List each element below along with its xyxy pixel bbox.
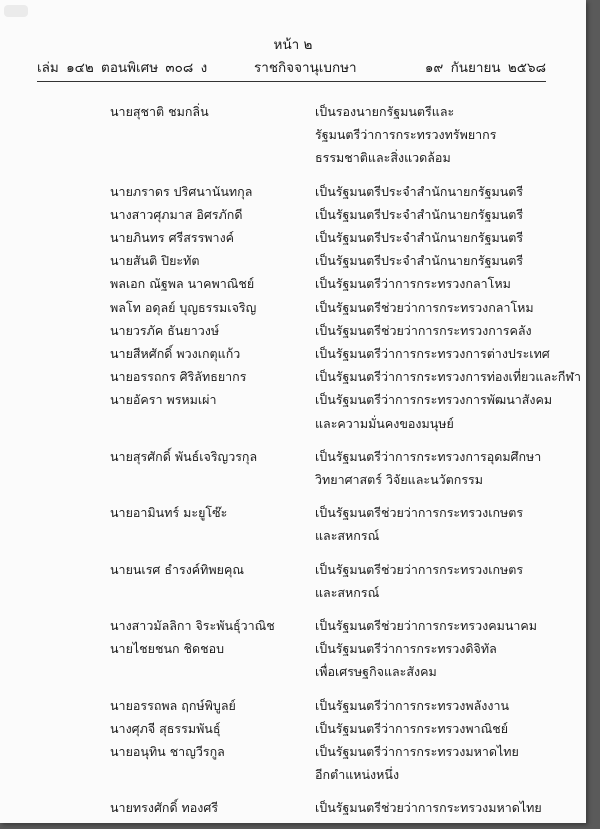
position-text <box>315 296 586 319</box>
list-item <box>0 226 586 249</box>
minister-name: นางสาวศุภมาส อิศรภักดี <box>110 206 243 222</box>
minister-name: นายอรรถพล ฤกษ์พิบูลย์ <box>110 697 236 713</box>
list-item <box>0 694 586 717</box>
position-text <box>315 342 586 365</box>
position-text <box>315 501 586 547</box>
page-number: หน้า ๒ <box>273 37 313 53</box>
position-line: เป็นรัฐมนตรีช่วยว่าการกระทรวงคมนาคม <box>315 618 537 634</box>
minister-name: พลเอก ณัฐพล นาคพาณิชย์ <box>110 276 255 292</box>
list-item <box>0 637 586 683</box>
position-text <box>315 558 586 604</box>
minister-name: นายสันติ ปิยะทัต <box>110 253 200 269</box>
position-text <box>315 203 586 226</box>
position-line: วิทยาศาสตร์ วิจัยและนวัตกรรม <box>315 472 484 488</box>
position-line: เป็นรองนายกรัฐมนตรีและ <box>315 104 455 119</box>
position-line: เป็นรัฐมนตรีว่าการกระทรวงกลาโหม <box>315 276 511 292</box>
position-line: เป็นรัฐมนตรีช่วยว่าการกระทรวงเกษตร <box>315 561 524 577</box>
volume-info: เล่ม ๑๔๒ ตอนพิเศษ ๓๐๘ ง <box>37 60 208 76</box>
position-line: เป็นรัฐมนตรีว่าการกระทรวงพลังงาน <box>315 697 510 713</box>
position-line: ธรรมชาติและสิ่งแวดล้อม <box>315 150 451 166</box>
header-rule <box>37 81 546 82</box>
position-line: และความมั่นคงของมนุษย์ <box>315 415 454 431</box>
position-text <box>315 717 586 740</box>
position-text <box>315 637 586 683</box>
minister-name: นายอรรถกร ศิริลัทธยากร <box>110 369 247 385</box>
position-text <box>315 249 586 272</box>
minister-name: นายสีหศักดิ์ พวงเกตุแก้ว <box>110 346 241 362</box>
list-item <box>0 558 586 604</box>
position-line: เป็นรัฐมนตรีช่วยว่าการกระทรวงกลาโหม <box>315 299 534 315</box>
list-item <box>0 445 586 491</box>
position-line: เป็นรัฐมนตรีช่วยว่าการกระทรวงการคลัง <box>315 322 532 338</box>
list-item <box>0 100 586 170</box>
list-item <box>0 365 586 388</box>
position-line: เพื่อเศรษฐกิจและสังคม <box>315 664 437 680</box>
position-line: และสหกรณ์ <box>315 528 380 544</box>
minister-name: นายภราดร ปริศนานันทกุล <box>110 183 253 199</box>
position-line: เป็นรัฐมนตรีว่าการกระทรวงพาณิชย์ <box>315 720 509 736</box>
list-item <box>0 296 586 319</box>
minister-name: นายภินทร ศรีสรรพางค์ <box>110 230 235 246</box>
list-item <box>0 272 586 295</box>
minister-name: นายอามินทร์ มะยูโซ๊ะ <box>110 505 228 521</box>
position-text <box>315 388 586 434</box>
minister-name: พลโท อดุลย์ บุญธรรมเจริญ <box>110 299 257 315</box>
list-item <box>0 249 586 272</box>
position-line: เป็นรัฐมนตรีประจำสำนักนายกรัฐมนตรี <box>315 230 524 246</box>
list-item <box>0 740 586 786</box>
position-text <box>315 180 586 203</box>
position-line: เป็นรัฐมนตรีว่าการกระทรวงการอุดมศึกษา <box>315 448 542 464</box>
list-item <box>0 717 586 740</box>
position-text <box>315 445 586 491</box>
list-item <box>0 501 586 547</box>
minister-name: นายนเรศ ธำรงค์ทิพยคุณ <box>110 561 244 577</box>
position-line: เป็นรัฐมนตรีว่าการกระทรวงการต่างประเทศ <box>315 346 550 362</box>
list-item <box>0 180 586 203</box>
position-text <box>315 694 586 717</box>
position-line: เป็นรัฐมนตรีว่าการกระทรวงการพัฒนาสังคม <box>315 392 553 408</box>
position-line: รัฐมนตรีว่าการกระทรวงทรัพยากร <box>315 127 497 143</box>
position-line: เป็นรัฐมนตรีช่วยว่าการกระทรวงเกษตร <box>315 505 524 521</box>
publication-date: ๑๙ กันยายน ๒๕๖๘ <box>424 60 546 76</box>
position-text <box>315 100 586 170</box>
list-item <box>0 614 586 637</box>
position-text <box>315 226 586 249</box>
position-line: เป็นรัฐมนตรีช่วยว่าการกระทรวงมหาดไทย <box>315 800 542 816</box>
list-item <box>0 203 586 226</box>
position-text <box>315 796 586 819</box>
minister-name: นายสุรศักดิ์ พันธ์เจริญวรกุล <box>110 448 258 464</box>
position-text <box>315 272 586 295</box>
corner-mark <box>4 5 28 17</box>
minister-name: นายอัครา พรหมเผ่า <box>110 392 217 408</box>
position-text <box>315 740 586 786</box>
minister-name: นายอนุทิน ชาญวีรกูล <box>110 744 225 760</box>
position-text <box>315 614 586 637</box>
position-line: เป็นรัฐมนตรีประจำสำนักนายกรัฐมนตรี <box>315 183 524 199</box>
position-text <box>315 365 586 388</box>
position-line: เป็นรัฐมนตรีว่าการกระทรวงมหาดไทย <box>315 744 519 760</box>
position-line: เป็นรัฐมนตรีว่าการกระทรวงการท่องเที่ยวและกีฬา <box>315 369 581 385</box>
minister-name: นายทรงศักดิ์ ทองศรี <box>110 800 219 816</box>
list-item <box>0 342 586 365</box>
position-text <box>315 319 586 342</box>
position-line: เป็นรัฐมนตรีประจำสำนักนายกรัฐมนตรี <box>315 206 524 222</box>
list-item <box>0 319 586 342</box>
minister-name: นายวรภัค ธันยาวงษ์ <box>110 322 220 338</box>
minister-name: นางสาวมัลลิกา จิระพันธุ์วาณิช <box>110 618 275 634</box>
list-item <box>0 796 586 819</box>
position-line: และสหกรณ์ <box>315 584 380 600</box>
appointment-list <box>0 100 586 820</box>
publication-title: ราชกิจจานุเบกษา <box>254 60 357 76</box>
position-line: เป็นรัฐมนตรีประจำสำนักนายกรัฐมนตรี <box>315 253 524 269</box>
minister-name: นายสุชาติ ชมกลิ่น <box>110 104 209 119</box>
minister-name: นายไชยชนก ชิดชอบ <box>110 641 225 657</box>
position-line: อีกตำแหน่งหนึ่ง <box>315 767 400 783</box>
minister-name: นางศุภจี สุธรรมพันธุ์ <box>110 720 221 736</box>
position-line: เป็นรัฐมนตรีว่าการกระทรวงดิจิทัล <box>315 641 497 657</box>
list-item <box>0 388 586 434</box>
